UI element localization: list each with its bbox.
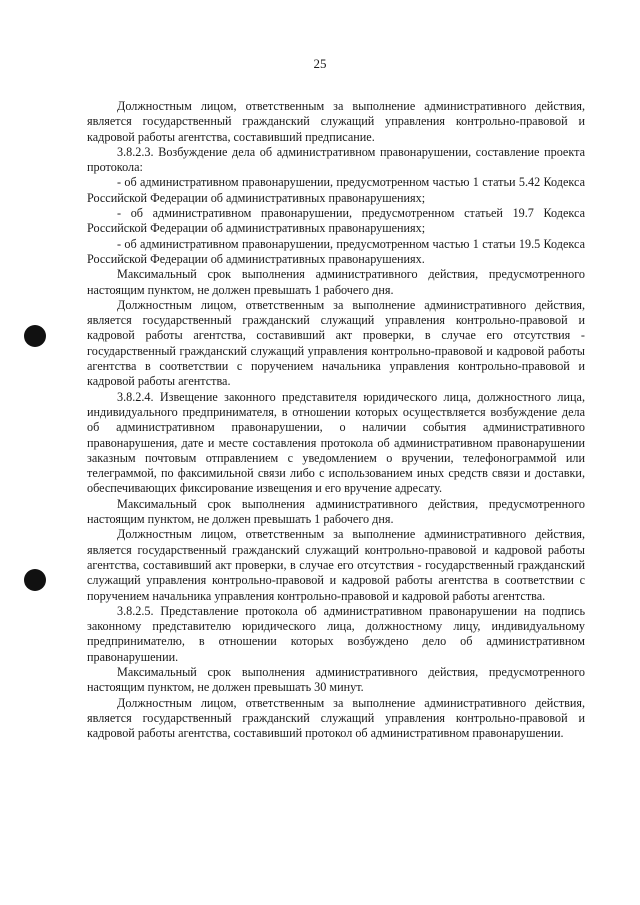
list-item: - об административном правонарушении, предусмотренном частью 1 статьи 5.42 Кодекса Российской Федерации об административных правонарушениях; (87, 175, 585, 205)
paragraph: Максимальный срок выполнения административного действия, предусмотренного настоящим пунктом, не должен превышать 1 рабочего дня. (87, 267, 585, 297)
paragraph: 3.8.2.4. Извещение законного представителя юридического лица, должностного лица, индивидуального предпринимателя, в отношении которых осуществляется возбуждение дела об административном правонарушении, о наличии события административного правонарушения, дате и месте составления протокола об административном правонарушении заказным почтовым отправлением с уведомлением о вручении, телефонограммой или телеграммой, по факсимильной связи либо с использованием иных средств связи и доставки, обеспечивающих фиксирование извещения и его вручение адресату. (87, 389, 585, 496)
punch-hole-lower (24, 569, 46, 591)
paragraph: Должностным лицом, ответственным за выполнение административного действия, является государственный гражданский служащий управления контрольно-правовой и кадровой работы агентства, составивший предписание. (87, 99, 585, 144)
list-item: - об административном правонарушении, предусмотренном статьей 19.7 Кодекса Российской Федерации об административных правонарушениях; (87, 206, 585, 236)
punch-hole-upper (24, 325, 46, 347)
paragraph: Должностным лицом, ответственным за выполнение административного действия, является государственный гражданский служащий управления контрольно-правовой и кадровой работы агентства, составивший акт проверки, в случае его отсутствия - государственный гражданский служащий управления контрольно-правовой и кадровой работы агентства в соответствии с поручением начальника управления контрольно-правовой и кадровой работы агентства. (87, 297, 585, 389)
page-number: 25 (313, 56, 327, 71)
list-item: - об административном правонарушении, предусмотренном частью 1 статьи 19.5 Кодекса Российской Федерации об административных правонарушениях. (87, 236, 585, 266)
paragraph: Должностным лицом, ответственным за выполнение административного действия, является государственный гражданский служащий контрольно-правовой и кадровой работы агентства, составивший акт проверки, в случае его отсутствия - государственный гражданский служащий управления контрольно-правовой и кадровой работы агентства в соответствии с поручением начальника управления контрольно-правовой и кадровой работы агентства. (87, 527, 585, 603)
document-body (87, 99, 585, 741)
paragraph: Должностным лицом, ответственным за выполнение административного действия, является государственный гражданский служащий управления контрольно-правовой и кадровой работы агентства, составивший протокол об административном правонарушении. (87, 695, 585, 741)
paragraph: Максимальный срок выполнения административного действия, предусмотренного настоящим пунктом, не должен превышать 1 рабочего дня. (87, 496, 585, 527)
paragraph: 3.8.2.3. Возбуждение дела об административном правонарушении, составление проекта протокола: (87, 144, 585, 175)
paragraph: 3.8.2.5. Представление протокола об административном правонарушении на подпись законному представителю юридического лица, должностному лицу, индивидуальному предпринимателю, в отношении которых возбуждено дело об административном правонарушении. (87, 603, 585, 664)
paragraph: Максимальный срок выполнения административного действия, предусмотренного настоящим пунктом, не должен превышать 30 минут. (87, 664, 585, 695)
